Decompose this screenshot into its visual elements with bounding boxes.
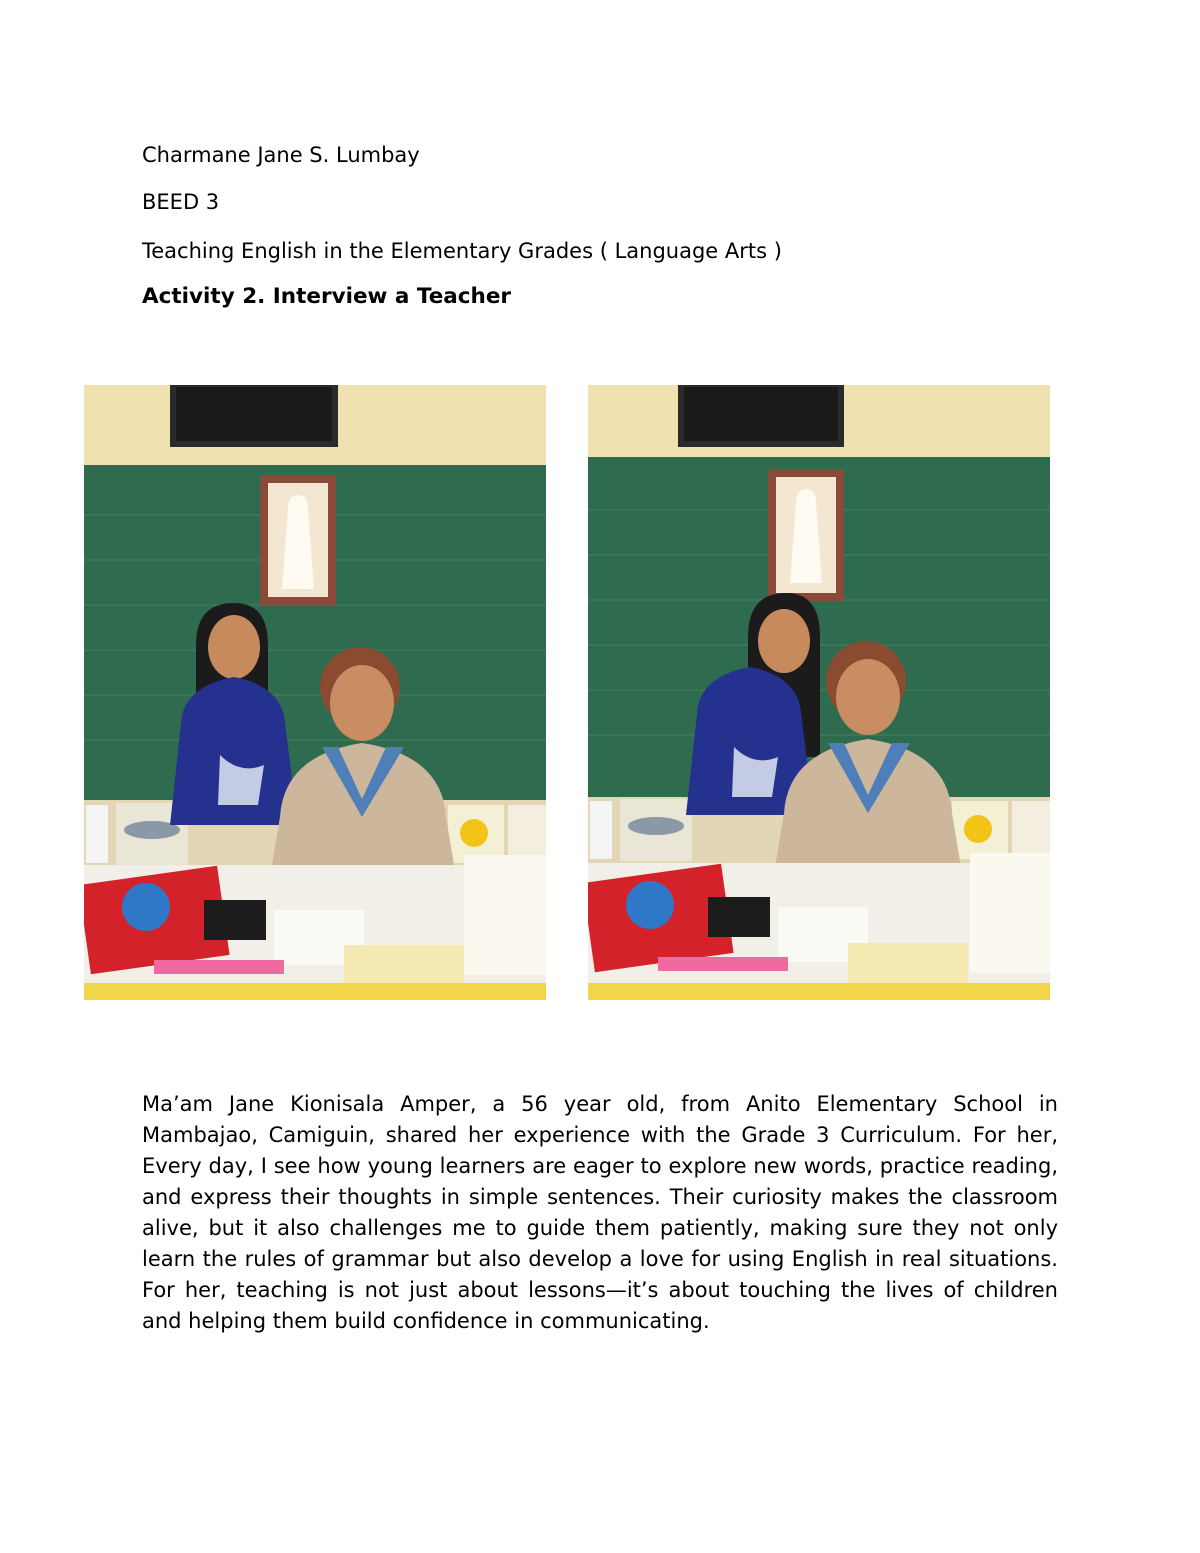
author-name: Charmane Jane S. Lumbay [142, 143, 420, 167]
classroom-photo-illustration [588, 385, 1050, 1000]
classroom-photo-illustration [84, 385, 546, 1000]
interview-paragraph: Ma’am Jane Kionisala Amper, a 56 year old, from Anito Elementary School in Mambajao, Camiguin, shared her experience with the Grade 3 Curriculum. For her, Every day, I see how young learners are eager to explore new words, practice reading, and express their thoughts in simple sentences. Their curiosity makes the classroom alive, but it also challenges me to guide them patiently, making sure they not only learn the rules of grammar but also develop a love for using English in real situations. For her, teaching is not just about lessons—it’s about touching the lives of children and helping them build confidence in communicating. [142, 1092, 1058, 1333]
interview-photo-right [588, 385, 1050, 1000]
interview-photo-left [84, 385, 546, 1000]
program-label: BEED 3 [142, 190, 220, 214]
course-title: Teaching English in the Elementary Grades ( Language Arts ) [142, 239, 782, 263]
activity-title: Activity 2. Interview a Teacher [142, 284, 512, 309]
